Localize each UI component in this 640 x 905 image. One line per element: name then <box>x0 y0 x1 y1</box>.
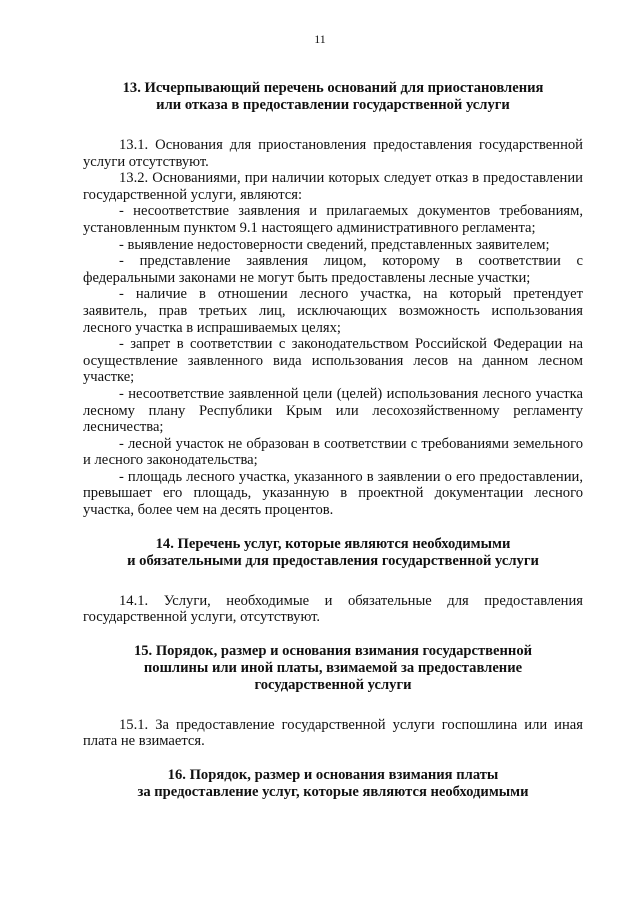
section-13 <box>83 80 583 519</box>
list-item: - представление заявления лицом, которому в соответствии с федеральными законами не могут быть предоставлены лесные участки; <box>83 253 583 286</box>
paragraph-15-1: 15.1. За предоставление государственной услуги госпошлина или иная плата не взимается. <box>83 716 583 750</box>
section-14 <box>83 536 583 626</box>
section-13-heading <box>83 80 583 114</box>
paragraph-14-1: 14.1. Услуги, необходимые и обязательные для предоставления государственной услуги, отсутствуют. <box>83 592 583 626</box>
heading-line: 14. Перечень услуг, которые являются необходимыми <box>155 535 511 552</box>
heading-line: за предоставление услуг, которые являются необходимыми <box>137 784 529 801</box>
heading-line: 15. Порядок, размер и основания взимания государственной <box>133 642 533 659</box>
list-item: - выявление недостоверности сведений, представленных заявителем; <box>119 236 550 253</box>
section-14-heading <box>83 536 583 570</box>
heading-line: или отказа в предоставлении государственной услуги <box>156 97 510 113</box>
list-item: - лесной участок не образован в соответствии с требованиями земельного и лесного законодательства; <box>83 435 583 469</box>
section-15-heading <box>83 643 583 694</box>
heading-line: государственной услуги <box>254 676 412 693</box>
list-item: - несоответствие заявленной цели (целей) использования лесного участка лесному плану Республики Крым или лесохозяйственному регламенту лесничества; <box>83 385 583 436</box>
page-number: 11 <box>314 32 326 46</box>
list-item: - площадь лесного участка, указанного в заявлении о его предоставлении, превышает его площадь, указанную в проектной документации лесного участка, более чем на десять процентов. <box>83 468 583 519</box>
section-16 <box>83 767 583 801</box>
list-item: - несоответствие заявления и прилагаемых документов требованиям, установленным пунктом 9.1 настоящего административного регламента; <box>83 203 583 236</box>
paragraph-13-1: 13.1. Основания для приостановления предоставления государственной услуги отсутствуют. <box>83 137 583 170</box>
list-item: - запрет в соответствии с законодательством Российской Федерации на осуществление заявленного вида использования лесов на данном лесном участке; <box>83 336 583 386</box>
document-body <box>83 80 583 801</box>
list-item: - наличие в отношении лесного участка, на который претендует заявитель, прав третьих лиц, исключающих возможность использования лесного участка в испрашиваемых целях; <box>83 286 583 336</box>
section-15 <box>83 643 583 750</box>
heading-line: 13. Исчерпывающий перечень оснований для приостановления <box>122 80 544 96</box>
section-16-heading <box>83 767 583 801</box>
paragraph-13-2: 13.2. Основаниями, при наличии которых следует отказ в предоставлении государственной услуги, являются: <box>83 170 583 203</box>
heading-line: и обязательными для предоставления государственной услуги <box>127 552 539 569</box>
heading-line: 16. Порядок, размер и основания взимания платы <box>167 767 499 784</box>
heading-line: пошлины или иной платы, взимаемой за предоставление <box>143 659 523 676</box>
